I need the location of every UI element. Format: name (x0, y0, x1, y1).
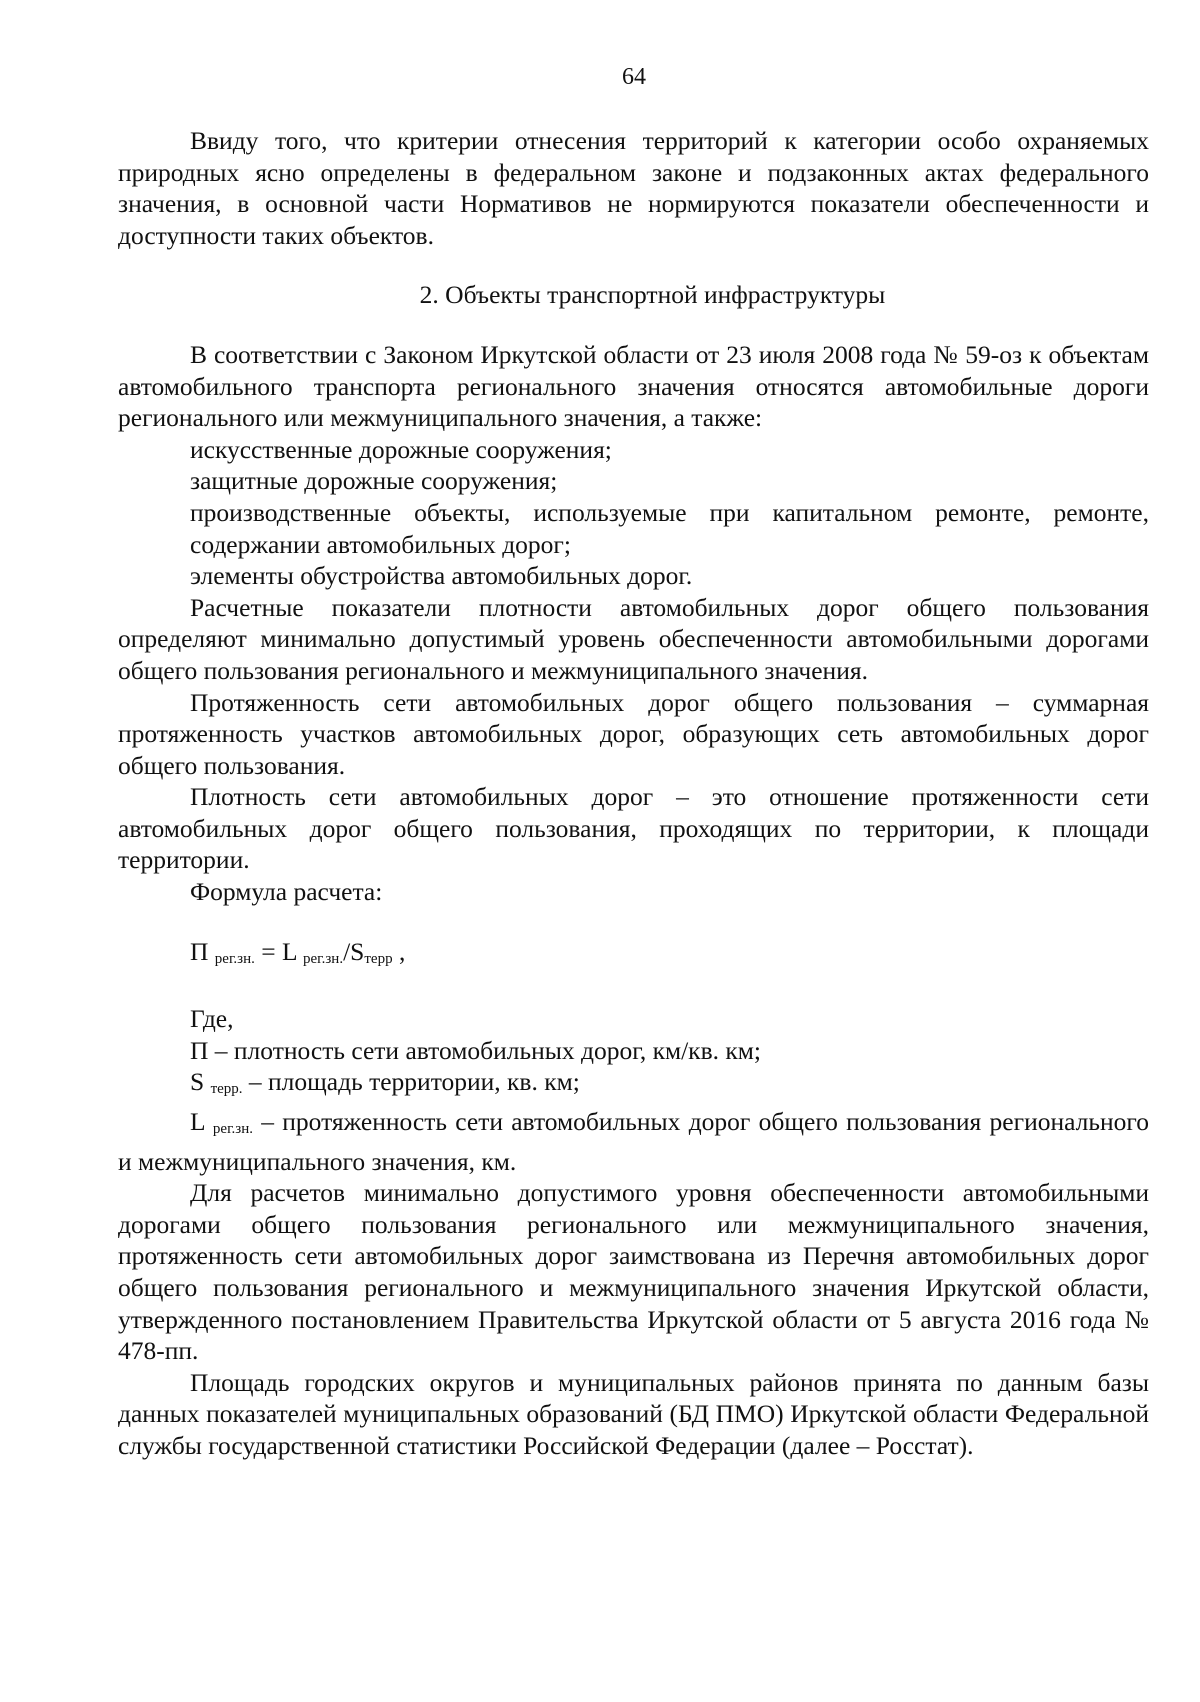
paragraph-network-density: Плотность сети автомобильных дорог – это отношение протяженности сети автомобильных дорог общего пользования, проходящих по территории, к площади территории. (118, 782, 1149, 875)
formula-p: П (190, 936, 209, 966)
list-item: искусственные дорожные сооружения; (190, 434, 612, 464)
paragraph-protected-areas: Ввиду того, что критерии отнесения территорий к категории особо охраняемых природных ясно определены в федеральном законе и подзаконных актах федерального значения, в основной части Нормативов не нормируются показатели обеспеченности и доступности таких объектов. (118, 126, 1149, 250)
definition-s-subscript: терр. (210, 1081, 243, 1098)
definition-s-text: – площадь территории, кв. км; (242, 1067, 580, 1097)
list-item: элементы обустройства автомобильных дорог. (190, 561, 693, 591)
formula-label: Формула расчета: (190, 877, 383, 907)
paragraph-calculation-source: Для расчетов минимально допустимого уровня обеспеченности автомобильными дорогами общего пользования регионального или межмуниципального значения, протяженность сети автомобильных дорог заимствована из Перечня автомобильных дорог общего пользования регионального и межмуниципального значения Иркутской области, утвержденного постановлением Правительства Иркутской области от 5 августа 2016 года № 478-пп. (118, 1178, 1149, 1366)
page-number: 64 (622, 64, 646, 90)
definition-s-symbol: S (190, 1067, 205, 1097)
paragraph-density-indicators: Расчетные показатели плотности автомобильных дорог общего пользования определяют минимально допустимый уровень обеспеченности автомобильными дорогами общего пользования регионального и межмуниципального значения. (118, 592, 1149, 685)
paragraph-network-length: Протяженность сети автомобильных дорог общего пользования – суммарная протяженность участков автомобильных дорог, образующих сеть автомобильных дорог общего пользования. (118, 687, 1149, 780)
list-item: защитные дорожные сооружения; (190, 466, 558, 496)
formula-tail: , (392, 936, 406, 966)
formula-p-subscript: рег.зн. (214, 950, 255, 967)
definition-p: П – плотность сети автомобильных дорог, км/кв. км; (190, 1035, 761, 1065)
formula-equals-l: = L (254, 936, 297, 966)
formula-l-subscript: рег.зн. (303, 950, 344, 967)
formula-s-subscript: терр (364, 950, 393, 967)
paragraph-intro: В соответствии с Законом Иркутской области от 23 июля 2008 года № 59-оз к объектам автомобильного транспорта регионального значения относятся автомобильные дороги регионального или межмуниципального значения, а также: (118, 339, 1149, 433)
formula-slash-s: /S (343, 936, 365, 966)
where-label: Где, (190, 1004, 234, 1034)
list-item: производственные объекты, используемые при капитальном ремонте, ремонте, содержании автомобильных дорог; (190, 497, 1149, 559)
definition-l-symbol: L (190, 1107, 205, 1137)
definition-s (118, 1066, 1149, 1106)
paragraph-area-source: Площадь городских округов и муниципальных районов принята по данным базы данных показателей муниципальных образований (БД ПМО) Иркутской области Федеральной службы государственной статистики Российской Федерации (далее – Росстат). (118, 1367, 1149, 1460)
document-body (118, 125, 1149, 1462)
section-heading: 2. Объекты транспортной инфраструктуры (419, 280, 886, 310)
definition-l-text: – протяженность сети автомобильных дорог общего пользования регионального и межмуниципального значения, км. (118, 1107, 1149, 1176)
formula (118, 936, 1149, 976)
definition-l-subscript: рег.зн. (212, 1121, 253, 1138)
definition-l (118, 1106, 1149, 1177)
